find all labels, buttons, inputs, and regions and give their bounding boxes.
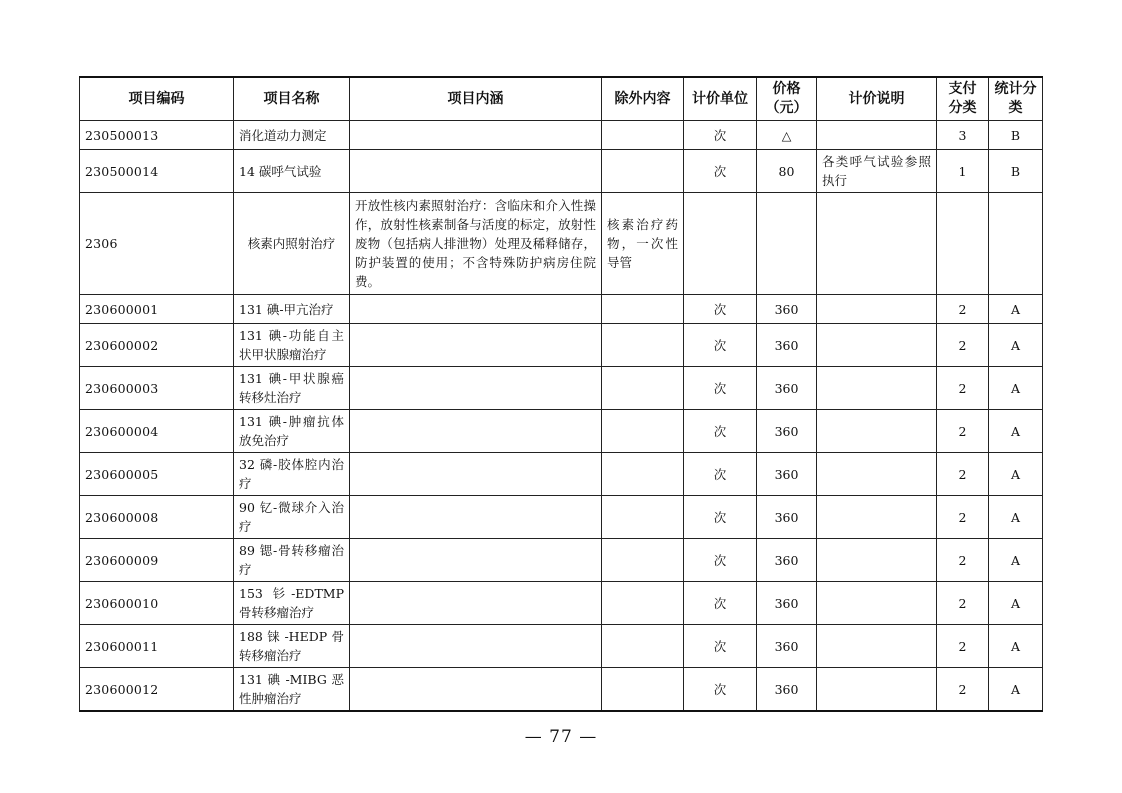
cell-price: 80 (757, 150, 817, 193)
cell-payment-category: 2 (937, 324, 989, 367)
table-row (80, 496, 1043, 539)
table-row (80, 193, 1043, 295)
cell-payment-category: 2 (937, 496, 989, 539)
cell-code: 230600005 (80, 453, 234, 496)
cell-code: 230600004 (80, 410, 234, 453)
cell-code: 230600001 (80, 295, 234, 324)
cell-price: △ (757, 121, 817, 150)
cell-code: 230600002 (80, 324, 234, 367)
table-row (80, 367, 1043, 410)
cell-content (350, 496, 602, 539)
cell-payment-category: 2 (937, 539, 989, 582)
cell-stat-category: A (989, 295, 1043, 324)
cell-exclusions (602, 121, 684, 150)
cell-stat-category (989, 193, 1043, 295)
cell-pricing-note (817, 121, 937, 150)
cell-payment-category: 2 (937, 582, 989, 625)
table-row (80, 625, 1043, 668)
cell-unit: 次 (684, 496, 757, 539)
cell-content (350, 539, 602, 582)
cell-unit: 次 (684, 625, 757, 668)
cell-pricing-note (817, 367, 937, 410)
cell-exclusions (602, 582, 684, 625)
cell-pricing-note (817, 625, 937, 668)
table-row (80, 582, 1043, 625)
cell-stat-category: A (989, 582, 1043, 625)
table-row (80, 410, 1043, 453)
cell-name: 消化道动力测定 (234, 121, 350, 150)
cell-exclusions (602, 625, 684, 668)
table-row (80, 539, 1043, 582)
table-row (80, 668, 1043, 712)
cell-payment-category: 2 (937, 668, 989, 712)
cell-name: 131 碘-甲状腺癌转移灶治疗 (234, 367, 350, 410)
cell-name: 32 磷-胶体腔内治疗 (234, 453, 350, 496)
header-pricing-note: 计价说明 (817, 77, 937, 121)
cell-name: 89 锶-骨转移瘤治疗 (234, 539, 350, 582)
table-header-row (80, 77, 1043, 121)
cell-code: 230600008 (80, 496, 234, 539)
cell-code: 230600009 (80, 539, 234, 582)
table-row (80, 324, 1043, 367)
cell-payment-category: 1 (937, 150, 989, 193)
header-content: 项目内涵 (350, 77, 602, 121)
cell-unit: 次 (684, 324, 757, 367)
cell-name: 核素内照射治疗 (234, 193, 350, 295)
cell-code: 230600011 (80, 625, 234, 668)
header-unit: 计价单位 (684, 77, 757, 121)
cell-content (350, 295, 602, 324)
cell-price: 360 (757, 539, 817, 582)
cell-pricing-note: 各类呼气试验参照执行 (817, 150, 937, 193)
cell-stat-category: A (989, 453, 1043, 496)
cell-code: 230600010 (80, 582, 234, 625)
cell-exclusions (602, 668, 684, 712)
cell-content (350, 453, 602, 496)
header-exclusions: 除外内容 (602, 77, 684, 121)
cell-exclusions (602, 410, 684, 453)
cell-price: 360 (757, 496, 817, 539)
cell-exclusions (602, 453, 684, 496)
table-row (80, 295, 1043, 324)
cell-exclusions: 核素治疗药物，一次性导管 (602, 193, 684, 295)
cell-pricing-note (817, 324, 937, 367)
cell-price: 360 (757, 453, 817, 496)
cell-payment-category (937, 193, 989, 295)
cell-unit: 次 (684, 150, 757, 193)
cell-price (757, 193, 817, 295)
header-payment-category: 支付分类 (937, 77, 989, 121)
cell-price: 360 (757, 367, 817, 410)
cell-exclusions (602, 367, 684, 410)
cell-content (350, 625, 602, 668)
cell-stat-category: A (989, 625, 1043, 668)
cell-unit: 次 (684, 453, 757, 496)
cell-exclusions (602, 324, 684, 367)
cell-price: 360 (757, 324, 817, 367)
cell-content (350, 121, 602, 150)
cell-content (350, 668, 602, 712)
cell-stat-category: B (989, 121, 1043, 150)
table-row (80, 453, 1043, 496)
cell-content: 开放性核内素照射治疗：含临床和介入性操作，放射性核素制备与活度的标定，放射性废物（包括病人排泄物）处理及稀释储存，防护装置的使用；不含特殊防护病房住院费。 (350, 193, 602, 295)
table-row (80, 121, 1043, 150)
cell-pricing-note (817, 668, 937, 712)
cell-unit: 次 (684, 410, 757, 453)
cell-payment-category: 2 (937, 295, 989, 324)
cell-code: 230500013 (80, 121, 234, 150)
cell-name: 131 碘 -MIBG 恶性肿瘤治疗 (234, 668, 350, 712)
cell-code: 230600012 (80, 668, 234, 712)
header-stat-category: 统计分类 (989, 77, 1043, 121)
header-price: 价格（元） (757, 77, 817, 121)
cell-code: 2306 (80, 193, 234, 295)
cell-content (350, 367, 602, 410)
fee-table (79, 76, 1043, 712)
cell-content (350, 410, 602, 453)
cell-unit: 次 (684, 295, 757, 324)
cell-pricing-note (817, 453, 937, 496)
cell-exclusions (602, 150, 684, 193)
cell-unit: 次 (684, 121, 757, 150)
cell-pricing-note (817, 539, 937, 582)
cell-name: 14 碳呼气试验 (234, 150, 350, 193)
cell-price: 360 (757, 625, 817, 668)
cell-payment-category: 2 (937, 453, 989, 496)
cell-name: 153 钐-EDTMP 骨转移瘤治疗 (234, 582, 350, 625)
cell-price: 360 (757, 582, 817, 625)
cell-name: 90 钇-微球介入治疗 (234, 496, 350, 539)
cell-payment-category: 3 (937, 121, 989, 150)
cell-payment-category: 2 (937, 625, 989, 668)
cell-price: 360 (757, 410, 817, 453)
cell-stat-category: A (989, 668, 1043, 712)
cell-pricing-note (817, 410, 937, 453)
cell-name: 131 碘-肿瘤抗体放免治疗 (234, 410, 350, 453)
page-number: — 77 — (524, 727, 598, 747)
cell-price: 360 (757, 295, 817, 324)
cell-content (350, 150, 602, 193)
cell-pricing-note (817, 582, 937, 625)
cell-content (350, 582, 602, 625)
cell-unit: 次 (684, 539, 757, 582)
cell-pricing-note (817, 496, 937, 539)
header-code: 项目编码 (80, 77, 234, 121)
cell-name: 131 碘-功能自主状甲状腺瘤治疗 (234, 324, 350, 367)
cell-stat-category: A (989, 539, 1043, 582)
cell-unit: 次 (684, 582, 757, 625)
cell-name: 188 铼 -HEDP 骨转移瘤治疗 (234, 625, 350, 668)
cell-unit (684, 193, 757, 295)
cell-pricing-note (817, 295, 937, 324)
cell-content (350, 324, 602, 367)
header-name: 项目名称 (234, 77, 350, 121)
table-row (80, 150, 1043, 193)
cell-stat-category: A (989, 367, 1043, 410)
cell-payment-category: 2 (937, 367, 989, 410)
cell-stat-category: A (989, 410, 1043, 453)
cell-pricing-note (817, 193, 937, 295)
cell-code: 230500014 (80, 150, 234, 193)
cell-stat-category: A (989, 324, 1043, 367)
cell-stat-category: B (989, 150, 1043, 193)
cell-code: 230600003 (80, 367, 234, 410)
cell-unit: 次 (684, 668, 757, 712)
cell-exclusions (602, 295, 684, 324)
cell-unit: 次 (684, 367, 757, 410)
cell-exclusions (602, 496, 684, 539)
cell-payment-category: 2 (937, 410, 989, 453)
cell-name: 131 碘-甲亢治疗 (234, 295, 350, 324)
cell-price: 360 (757, 668, 817, 712)
cell-exclusions (602, 539, 684, 582)
cell-stat-category: A (989, 496, 1043, 539)
